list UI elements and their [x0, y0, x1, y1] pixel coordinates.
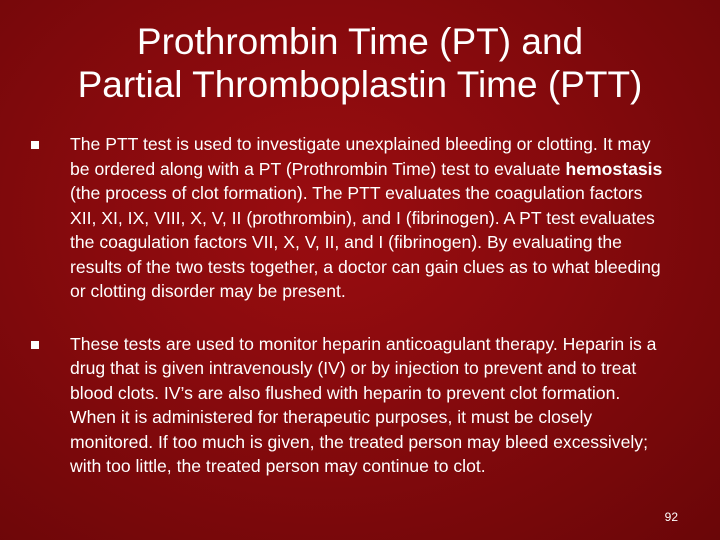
bullet-1-text-part1: The PTT test is used to investigate unexplained bleeding or clotting. It may be ordered along with a PT (Prothrombin Time) test to evaluate [70, 134, 651, 179]
bullet-2-text: These tests are used to monitor heparin anticoagulant therapy. Heparin is a drug that is given intravenously (IV) or by injection to prevent and to treat blood clots. IV’s are also flushed with heparin to prevent clot formation. When it is administered for therapeutic purposes, it must be closely monitored. If too much is given, the treated person may bleed excessively; with too little, the treated person may continue to clot. [70, 333, 657, 476]
slide-title [20, 20, 700, 106]
page-number: 92 [664, 510, 678, 524]
bullet-1-bold-term: hemostasis [565, 158, 663, 179]
title-line-1: Prothrombin Time (PT) and [136, 21, 584, 62]
bullet-1-text-part2: (the process of clot formation). The PTT evaluates the coagulation factors XII, XI, IX, VIII, X, V, II (prothrombin), and I (fibrinogen). A PT test evaluates the coagulation factors VII, X, V, II, and I (fibrinogen). By evaluating the results of the two tests together, a doctor can gain clues as to what bleeding or clotting disorder may be present. [70, 183, 661, 301]
bullet-list [30, 132, 670, 479]
bullet-item-ptt-test [30, 132, 670, 304]
square-bullet-icon [31, 141, 39, 149]
title-line-2: Partial Thromboplastin Time (PTT) [77, 64, 643, 105]
square-bullet-icon [31, 341, 39, 349]
bullet-item-heparin [30, 332, 670, 479]
